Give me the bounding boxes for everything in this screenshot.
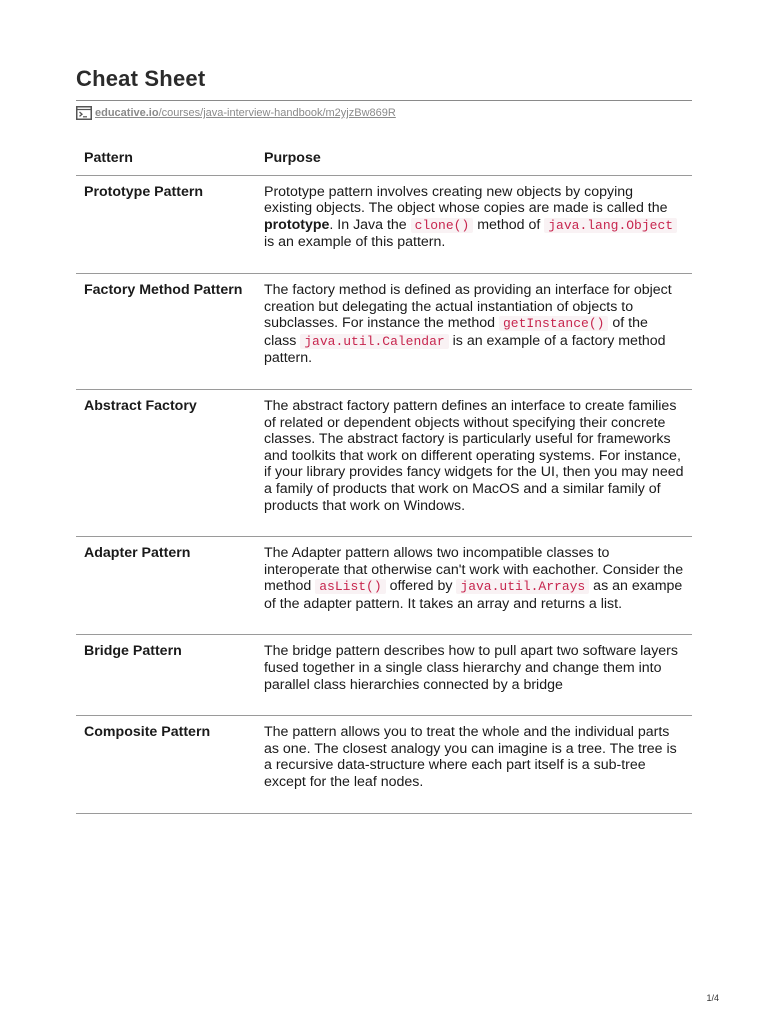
pattern-name: Adapter Pattern [76,537,256,635]
source-host: educative.io [95,107,159,119]
source-path-id: /m2yjzBw869R [322,107,396,119]
purpose-text: The pattern allows you to treat the whole and the individual parts as one. The closest analogy you can imagine is a tree. The tree is a recursive data-structure where each part itself is a sub-tree except for the leaf nodes. [263,724,677,791]
table-row [76,635,692,716]
purpose-text: is an example of this pattern. [263,234,446,251]
pattern-purpose [256,537,692,635]
pattern-name: Abstract Factory [76,389,256,536]
inline-code: getInstance() [499,316,608,331]
purpose-text: offered by [385,578,457,595]
purpose-text: is an example of a factory method pattern. [263,332,666,367]
inline-code: java.util.Arrays [456,579,589,594]
table-row [76,389,692,536]
source-path-courses: /courses [158,107,201,119]
purpose-text: The factory method is defined as providing an interface for object creation but delegating the actual instantiation of objects to subclasses. For instance the method [263,281,672,332]
pattern-purpose [256,716,692,813]
inline-code: java.util.Calendar [300,334,448,349]
pattern-purpose [256,175,692,273]
purpose-text: . In Java the [329,216,411,233]
column-header-pattern: Pattern [76,140,256,175]
purpose-bold-term: prototype [263,216,330,233]
pattern-name: Composite Pattern [76,716,256,813]
source-url[interactable] [95,107,396,119]
pattern-name: Prototype Pattern [76,175,256,273]
pattern-name: Factory Method Pattern [76,273,256,389]
inline-code: clone() [411,218,474,233]
pattern-name: Bridge Pattern [76,635,256,716]
table-row [76,273,692,389]
inline-code: java.lang.Object [544,218,677,233]
pattern-purpose [256,389,692,536]
cheat-sheet-table [76,140,692,814]
purpose-text: The bridge pattern describes how to pull apart two software layers fused together in a single class hierarchy and change them into parallel class hierarchies connected by a bridge [263,643,678,693]
source-link[interactable] [76,106,396,120]
purpose-text: as an exampe of the adapter pattern. It takes an array and returns a list. [263,578,683,612]
source-path-handbook: /java-interview-handbook [200,107,323,119]
terminal-icon [76,106,92,120]
purpose-text: The abstract factory pattern defines an interface to create families of related or dependent objects without specifying their concrete classes. The abstract factory is particularly useful for frameworks and toolkits that work on different operating systems. For instance, if your library provides fancy widgets for the UI, then you may need a family of products that work on MacOS and a similar family of products that work on Windows. [263,397,684,514]
page-title: Cheat Sheet [76,66,206,91]
purpose-text: The Adapter pattern allows two incompatible classes to interoperate that otherwise can't work with eachother. Consider the method [263,545,684,595]
title-divider [76,100,692,101]
page-number: 1/4 [706,993,719,1003]
purpose-text: of the class [263,315,648,349]
inline-code: asList() [315,579,385,594]
table-row [76,537,692,635]
table-header-row [76,140,692,175]
purpose-text: Prototype pattern involves creating new objects by copying existing objects. The object whose copies are made is called the [263,183,668,217]
table-row [76,175,692,273]
purpose-text: method of [473,216,545,233]
column-header-purpose: Purpose [256,140,692,175]
pattern-purpose [256,273,692,389]
pattern-purpose [256,635,692,716]
table-row [76,716,692,813]
